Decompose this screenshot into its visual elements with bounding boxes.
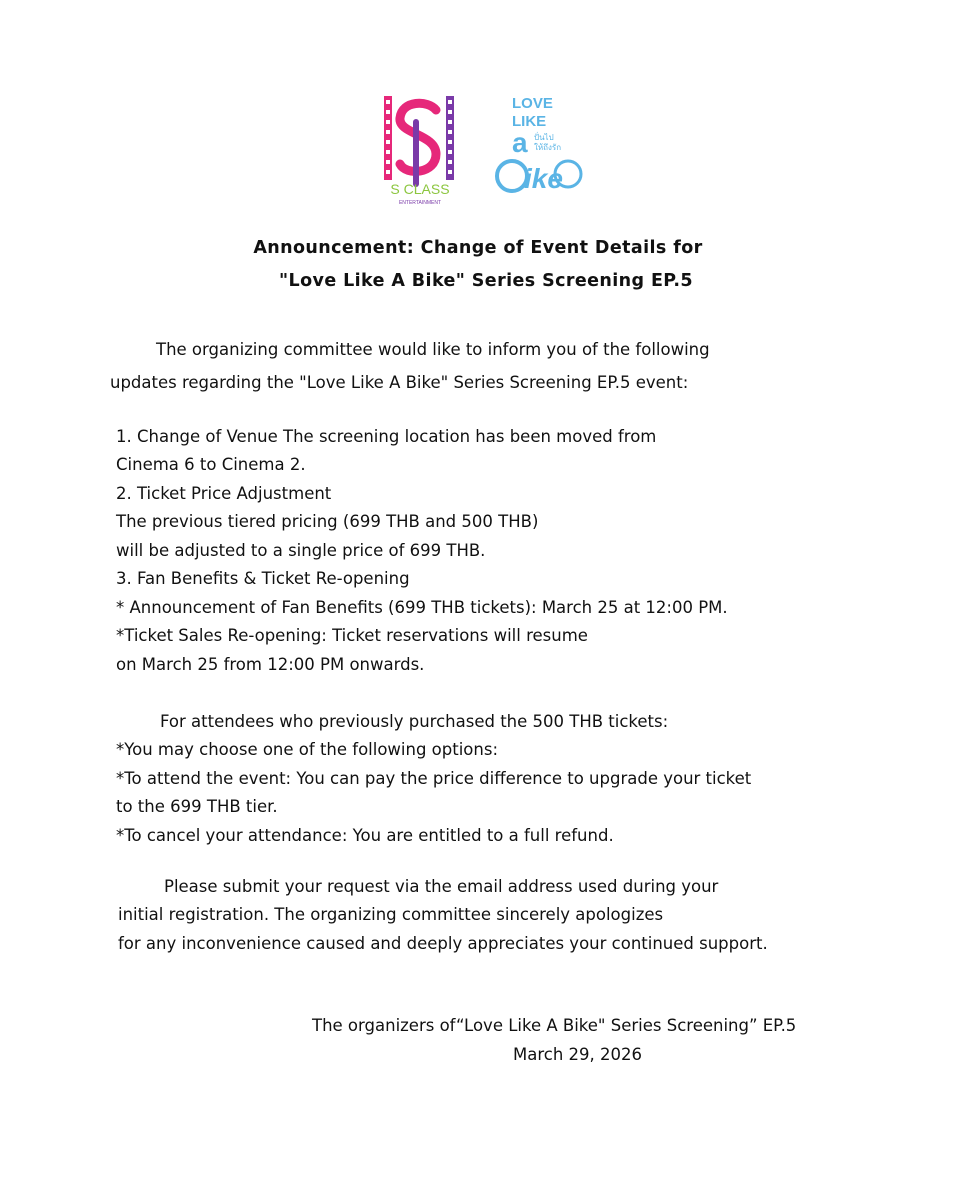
svg-text:ike: ike (524, 163, 563, 194)
announcement-title-line-2: "Love Like A Bike" Series Screening EP.5 (279, 271, 693, 291)
closing-line: Please submit your request via the email address used during your (164, 877, 719, 896)
update-line: will be adjusted to a single price of 699 THB. (116, 541, 486, 560)
love-like-a-bike-logo (490, 92, 590, 198)
attendees-line: *To attend the event: You can pay the price difference to upgrade your ticket (116, 769, 752, 788)
intro-line: The organizing committee would like to inform you of the following (156, 340, 710, 359)
update-line: *Ticket Sales Re-opening: Ticket reservations will resume (116, 626, 588, 645)
intro-line: updates regarding the "Love Like A Bike" Series Screening EP.5 event: (110, 373, 689, 392)
update-line: on March 25 from 12:00 PM onwards. (116, 655, 425, 674)
attendees-line: to the 699 THB tier. (116, 797, 278, 816)
closing-line: for any inconvenience caused and deeply appreciates your continued support. (118, 934, 768, 953)
svg-text:ปั่นไป: ปั่นไป (534, 133, 554, 142)
update-line: 1. Change of Venue The screening location has been moved from (116, 427, 657, 446)
attendees-line: *To cancel your attendance: You are entitled to a full refund. (116, 826, 614, 845)
update-line: * Announcement of Fan Benefits (699 THB tickets): March 25 at 12:00 PM. (116, 598, 728, 617)
closing-line: initial registration. The organizing committee sincerely apologizes (118, 905, 664, 924)
sclass-logo (380, 92, 460, 208)
logo-group (380, 92, 600, 208)
svg-text:a: a (512, 127, 528, 158)
attendees-line: For attendees who previously purchased the 500 THB tickets: (160, 712, 669, 731)
attendees-line: *You may choose one of the following options: (116, 740, 499, 759)
svg-text:S CLASS: S CLASS (390, 181, 450, 197)
update-line: The previous tiered pricing (699 THB and 500 THB) (116, 512, 539, 531)
update-line: 3. Fan Benefits & Ticket Re-opening (116, 569, 410, 588)
svg-text:ENTERTAINMENT: ENTERTAINMENT (398, 200, 442, 206)
svg-text:LIKE: LIKE (512, 113, 547, 130)
svg-text:ให้ถึงรัก: ให้ถึงรัก (534, 143, 562, 152)
update-line: Cinema 6 to Cinema 2. (116, 455, 306, 474)
update-line: 2. Ticket Price Adjustment (116, 484, 332, 503)
signature-organizers: The organizers of“Love Like A Bike" Series Screening” EP.5 (312, 1016, 797, 1035)
svg-text:LOVE: LOVE (512, 95, 553, 112)
announcement-title-line-1: Announcement: Change of Event Details for (253, 238, 703, 258)
signature-date: March 29, 2026 (513, 1045, 643, 1064)
